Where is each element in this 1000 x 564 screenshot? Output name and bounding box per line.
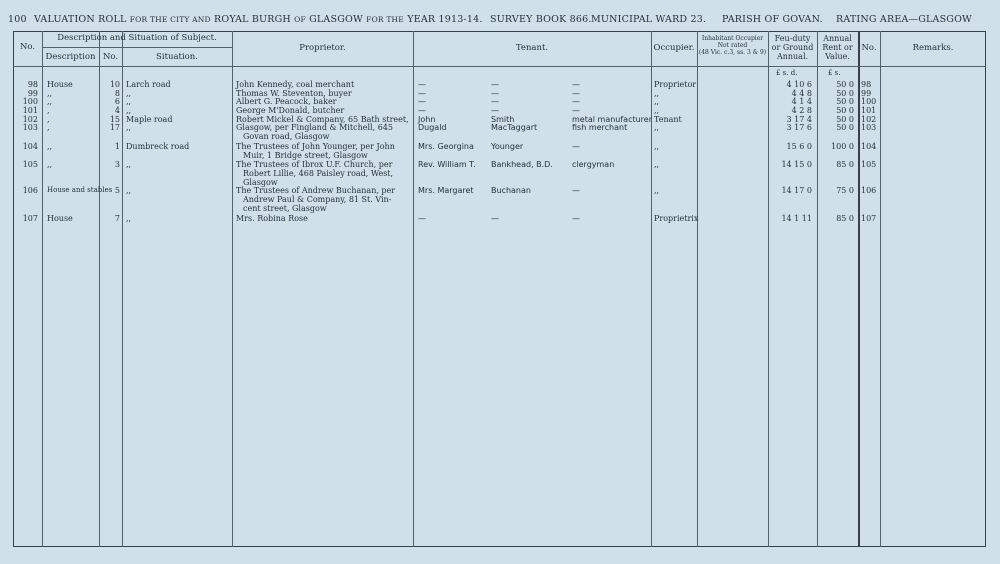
col-remarks: Remarks. (912, 43, 954, 53)
entry-no: 100 (22, 97, 38, 106)
tenant-occupation: — (572, 142, 580, 151)
entry-no-right: 106 (861, 186, 877, 195)
proprietor: Glasgow, per Fingland & Mitchell, 645 (236, 123, 393, 132)
tenant-surname: Bankhead, B.D. (491, 160, 553, 169)
tenant-first: John (418, 115, 436, 124)
occupier: ,, (654, 97, 660, 106)
annual-value: 50 0 (836, 97, 854, 106)
entry-no: 104 (22, 142, 38, 151)
col-house-no: No. (102, 52, 119, 62)
feu-duty: 3 17 4 (786, 115, 812, 124)
entry-no-right: 99 (861, 89, 872, 98)
situation: Maple road (126, 115, 173, 124)
entry-no-right: 102 (861, 115, 877, 124)
annual-value: 50 0 (836, 80, 854, 89)
tenant-surname: — (491, 97, 499, 106)
entry-no-right: 100 (861, 97, 877, 106)
house-number: 6 (114, 97, 120, 106)
situation: ,, (126, 97, 132, 106)
entry-no: 103 (22, 123, 38, 132)
description: House and stables (47, 186, 113, 194)
col-occupier: Occupier. (653, 43, 695, 53)
situation: Dumbreck road (126, 142, 190, 151)
tenant-first: — (418, 89, 426, 98)
entry-no-right: 101 (861, 106, 877, 115)
tenant-surname: — (491, 80, 499, 89)
tenant-occupation: — (572, 97, 580, 106)
house-number: 10 (109, 80, 120, 89)
occupier: ,, (654, 142, 660, 151)
col-no: No. (19, 42, 36, 52)
occupier: ,, (654, 106, 660, 115)
house-number: 15 (109, 115, 120, 124)
entry-no-right: 107 (861, 214, 877, 223)
situation: ,, (126, 123, 132, 132)
tenant-first: — (418, 214, 426, 223)
annual-value: 85 0 (836, 214, 854, 223)
tenant-surname: — (491, 214, 499, 223)
feu-duty: 15 6 0 (786, 142, 812, 151)
tenant-surname: — (491, 106, 499, 115)
entry-no: 105 (22, 160, 38, 169)
annual-value: 75 0 (836, 186, 854, 195)
occupier: ,, (654, 186, 660, 195)
entry-no-right: 103 (861, 123, 877, 132)
tenant-first: Mrs. Georgina (418, 142, 474, 151)
proprietor-line-3: cent street, Glasgow (243, 204, 327, 213)
entry-no: 101 (22, 106, 38, 115)
description: House (47, 80, 73, 89)
proprietor: The Trustees of Andrew Buchanan, per (236, 186, 396, 195)
occupier: ,, (654, 89, 660, 98)
roll-title: VALUATION ROLL FOR THE CITY AND ROYAL BURGH OF GLASGOW FOR THE YEAR 1913-14. (34, 14, 483, 25)
entry-no-right: 98 (861, 80, 872, 89)
occupier: ,, (654, 160, 660, 169)
feu-units: £ s. d. (776, 69, 798, 77)
col-no-right: No. (861, 43, 877, 53)
tenant-surname: MacTaggart (491, 123, 538, 132)
proprietor-line-2: Andrew Paul & Company, 81 St. Vin- (243, 195, 392, 204)
description: ,, (47, 89, 53, 98)
entry-no: 107 (22, 214, 38, 223)
entry-no-right: 105 (861, 160, 877, 169)
tenant-surname: Buchanan (491, 186, 531, 195)
situation: ,, (126, 106, 132, 115)
proprietor: Thomas W. Steventon, buyer (236, 89, 352, 98)
description: , (47, 115, 50, 124)
occupier: Proprietor (654, 80, 697, 89)
house-number: 1 (114, 142, 120, 151)
proprietor: George M'Donald, butcher (236, 106, 345, 115)
proprietor: The Trustees of John Younger, per John (236, 142, 395, 151)
description: House (47, 214, 73, 223)
description: , (47, 123, 50, 132)
tenant-first: — (418, 97, 426, 106)
annual-value: 50 0 (836, 89, 854, 98)
proprietor-line-2: Govan road, Glasgow (243, 132, 330, 141)
occupier: Tenant (654, 115, 682, 124)
entry-no: 106 (22, 186, 38, 195)
feu-duty: 14 17 0 (781, 186, 812, 195)
tenant-occupation: — (572, 214, 580, 223)
col-desc-group: Description and Situation of Subject. (57, 33, 217, 43)
house-number: 5 (114, 186, 120, 195)
house-number: 3 (114, 160, 120, 169)
house-number: 17 (109, 123, 120, 132)
tenant-surname: Smith (491, 115, 515, 124)
tenant-occupation: — (572, 186, 580, 195)
entry-no-right: 104 (861, 142, 877, 151)
tenant-first: — (418, 80, 426, 89)
feu-duty: 4 1 4 (791, 97, 812, 106)
entry-no: 102 (22, 115, 38, 124)
house-number: 8 (114, 89, 120, 98)
municipal-ward: MUNICIPAL WARD 23. (591, 14, 707, 25)
feu-duty: 14 15 0 (781, 160, 812, 169)
proprietor: The Trustees of Ibrox U.F. Church, per (236, 160, 393, 169)
page-header (8, 14, 993, 28)
annual-value: 50 0 (836, 123, 854, 132)
proprietor: Mrs. Robina Rose (236, 214, 308, 223)
rating-area: RATING AREA—GLASGOW (836, 14, 973, 25)
occupier: Proprietrix (654, 214, 699, 223)
house-number: 4 (114, 106, 120, 115)
situation: ,, (126, 89, 132, 98)
feu-duty: 4 4 8 (791, 89, 812, 98)
proprietor: Robert Mickel & Company, 65 Bath street, (236, 115, 409, 124)
proprietor-line-2: Muir, 1 Bridge street, Glasgow (243, 151, 368, 160)
description: ,, (47, 142, 53, 151)
feu-duty: 4 10 6 (786, 80, 812, 89)
tenant-first: Mrs. Margaret (418, 186, 474, 195)
description: ,, (47, 160, 53, 169)
description: ,, (47, 97, 53, 106)
survey-book: SURVEY BOOK 866. (490, 14, 592, 25)
col-tenant: Tenant. (515, 43, 549, 53)
proprietor: Albert G. Peacock, baker (236, 97, 337, 106)
entry-no: 98 (27, 80, 38, 89)
tenant-surname: — (491, 89, 499, 98)
tenant-occupation: — (572, 106, 580, 115)
tenant-occupation: clergyman (572, 160, 615, 169)
tenant-surname: Younger (491, 142, 524, 151)
situation: ,, (126, 186, 132, 195)
annual-value: 85 0 (836, 160, 854, 169)
tenant-first: Rev. William T. (418, 160, 476, 169)
tenant-first: Dugald (418, 123, 447, 132)
tenant-occupation: fish merchant (572, 123, 628, 132)
annual-value: 50 0 (836, 106, 854, 115)
feu-duty: 3 17 6 (786, 123, 812, 132)
page-number: 100 (8, 14, 27, 25)
situation: ,, (126, 160, 132, 169)
parish: PARISH OF GOVAN. (722, 14, 823, 25)
tenant-occupation: metal manufacturer (572, 115, 653, 124)
annual-value: 50 0 (836, 115, 854, 124)
col-description: Description (45, 52, 96, 62)
situation: ,, (126, 214, 132, 223)
proprietor: John Kennedy, coal merchant (236, 80, 355, 89)
entry-no: 99 (27, 89, 38, 98)
feu-duty: 4 2 8 (791, 106, 812, 115)
col-inhabitant: Inhabitant Occupier Not rated (48 Vic. c.3, ss. 3 & 9) (698, 35, 767, 56)
occupier: ,, (654, 123, 660, 132)
col-proprietor: Proprietor. (299, 43, 346, 53)
col-feu-duty: Feu-duty or Ground Annual. (771, 34, 814, 61)
description: , (47, 106, 50, 115)
proprietor-line-3: Glasgow (243, 178, 278, 187)
annual-units: £ s. (828, 69, 841, 77)
proprietor-line-2: Robert Lillie, 468 Paisley road, West, (243, 169, 394, 178)
annual-value: 100 0 (831, 142, 854, 151)
col-annual-value: Annual Rent or Value. (822, 34, 853, 61)
situation: Larch road (126, 80, 171, 89)
col-situation: Situation. (156, 52, 198, 62)
feu-duty: 14 1 11 (781, 214, 812, 223)
tenant-first: — (418, 106, 426, 115)
house-number: 7 (114, 214, 120, 223)
tenant-occupation: — (572, 80, 580, 89)
tenant-occupation: — (572, 89, 580, 98)
